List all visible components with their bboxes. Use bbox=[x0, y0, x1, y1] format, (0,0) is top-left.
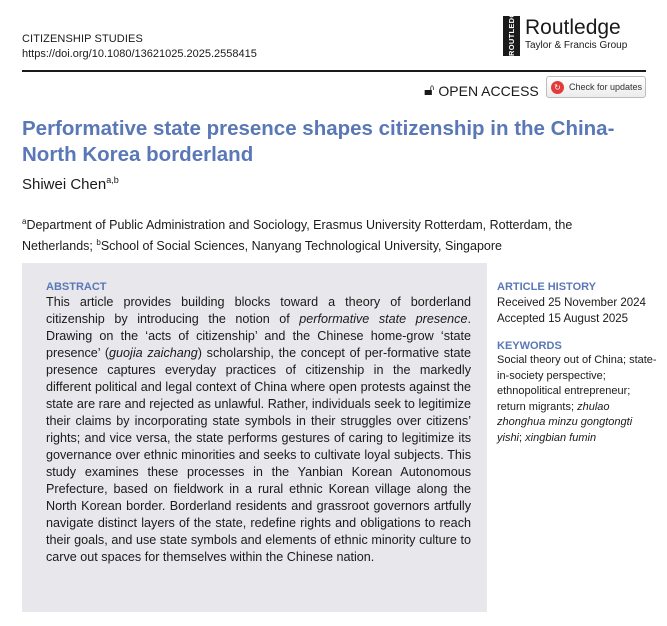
keyword-xingbian: xingbian fumin bbox=[525, 431, 597, 444]
doi-link[interactable]: https://doi.org/10.1080/13621025.2025.2558415 bbox=[22, 48, 257, 60]
abstract-emphasis-2: guojia zaichang bbox=[109, 346, 198, 360]
journal-name: CITIZENSHIP STUDIES bbox=[22, 33, 143, 45]
keywords-separator: ; bbox=[519, 431, 526, 444]
keywords-list bbox=[497, 353, 657, 446]
keywords-part-1: Social theory out of China; state-in-society perspective; ethnopolitical entrepreneur; return migrants; bbox=[497, 354, 657, 413]
article-history-heading: ARTICLE HISTORY bbox=[497, 281, 597, 293]
article-title: Performative state presence shapes citizenship in the China-North Korea borderland bbox=[22, 117, 615, 166]
accepted-date: Accepted 15 August 2025 bbox=[497, 313, 629, 325]
abstract-emphasis-1: performative state presence bbox=[299, 312, 468, 326]
author-line bbox=[22, 175, 119, 193]
check-for-updates-button[interactable] bbox=[546, 76, 646, 98]
abstract-part-3: ) scholarship, the concept of per-formative state presence captures everyday practices of citizenship in the markedly different political and legal context of China where open protests against the state are rare and rejected as unlawful. Rather, individuals seek to legitimize their claims by incorporating state symbols in their struggles over citizens’ rights; and vice versa, the state performs gestures of caring to legitimize its governance over ethnic minorities and seeks to cultivate loyal subjects. This study examines these processes in the Yanbian Korean Autonomous Prefecture, based on fieldwork in a rural ethnic Korean village along the North Korean border. Borderland residents and grassroot governors artfully navigate distinct layers of the state, redefine rights and obligations to reach their goals, and use state symbols and elements of ethnic minority culture to carve out spaces for themselves within the Chinese nation. bbox=[46, 346, 471, 564]
keyword-zhulao: zhulao zhonghua minzu gongtongti yishi bbox=[497, 400, 633, 444]
routledge-logo-icon: ROUTLEDGE bbox=[503, 16, 520, 56]
check-for-updates-label: Check for updates bbox=[569, 82, 643, 92]
author-name[interactable]: Shiwei Chen bbox=[22, 176, 107, 193]
keywords-heading: KEYWORDS bbox=[497, 340, 562, 352]
abstract-part-1: This article provides building blocks toward a theory of borderland citizenship by introducing the notion of bbox=[46, 295, 471, 326]
refresh-icon: ↻ bbox=[551, 81, 564, 94]
abstract-heading: ABSTRACT bbox=[46, 281, 107, 293]
affiliation-b-marker: b bbox=[96, 238, 101, 248]
open-lock-icon: 🔓︎ bbox=[424, 82, 435, 99]
open-access-text: OPEN ACCESS bbox=[438, 83, 539, 99]
publisher-name: Routledge bbox=[525, 16, 621, 39]
abstract-part-2: . Drawing on the ‘acts of citizenship’ and the Chinese home-grow ‘state presence’ ( bbox=[46, 312, 471, 360]
abstract-text bbox=[46, 294, 471, 566]
open-access-label bbox=[424, 82, 539, 100]
author-affiliation-markers: a,b bbox=[106, 175, 119, 185]
affiliations bbox=[22, 213, 644, 255]
affiliation-a: Department of Public Administration and Sociology, Erasmus University Rotterdam, Rotterdam, the Netherlands; bbox=[22, 218, 573, 254]
publisher-logo bbox=[503, 6, 628, 56]
affiliation-b: School of Social Sciences, Nanyang Technological University, Singapore bbox=[100, 239, 502, 254]
received-date: Received 25 November 2024 bbox=[497, 297, 646, 309]
header-rule bbox=[22, 70, 646, 72]
affiliation-a-marker: a bbox=[22, 217, 27, 226]
publisher-subtitle: Taylor & Francis Group bbox=[525, 40, 628, 51]
